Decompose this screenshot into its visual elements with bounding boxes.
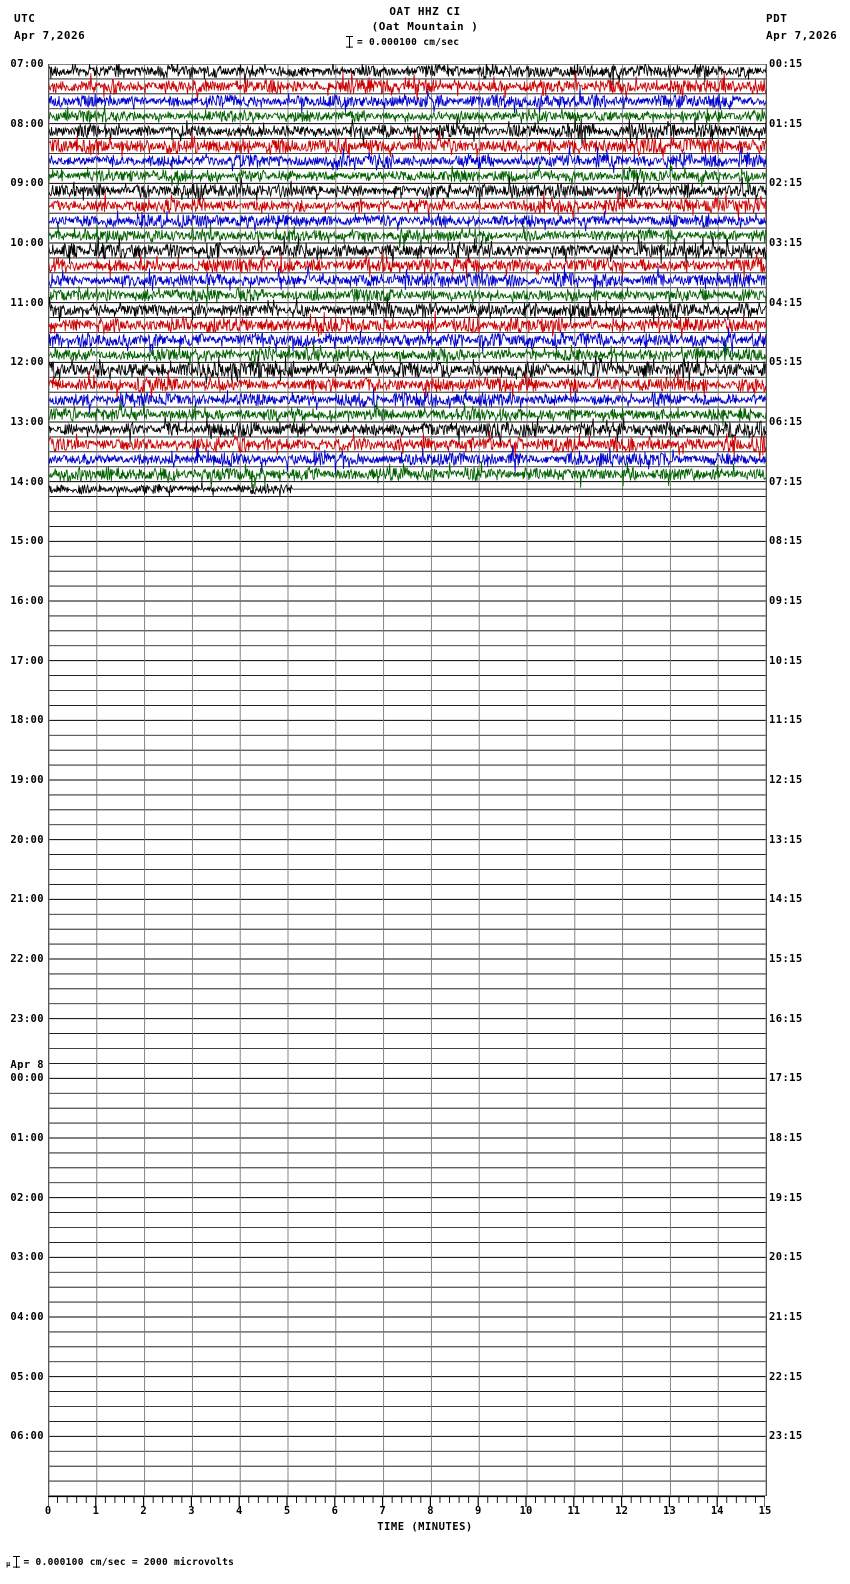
x-axis-labels [0, 1505, 850, 1521]
left-time-label: 18:00 [10, 714, 44, 727]
chart-title-block [0, 4, 850, 34]
right-time-label: 05:15 [769, 356, 803, 369]
left-time-label: 17:00 [10, 654, 44, 667]
x-tick-label: 3 [188, 1505, 195, 1517]
right-time-label: 01:15 [769, 117, 803, 130]
x-tick-label: 7 [379, 1505, 386, 1517]
left-time-label: 02:00 [10, 1191, 44, 1204]
x-tick-label: 10 [519, 1505, 533, 1517]
right-time-label: 00:15 [769, 58, 803, 70]
trace-layer [49, 64, 766, 1496]
x-tick-label: 14 [710, 1505, 724, 1517]
pdt-date-label: Apr 7,2026 [766, 29, 838, 42]
left-time-label: 15:00 [10, 535, 44, 548]
left-time-label: 06:00 [10, 1430, 44, 1443]
x-tick-label: 13 [663, 1505, 676, 1517]
calibration-text: = 0.000100 cm/sec [357, 37, 460, 48]
right-time-label: 23:15 [769, 1430, 803, 1443]
right-time-label: 03:15 [769, 237, 803, 249]
right-time-label: 06:15 [769, 416, 803, 428]
station-name-subtitle: (Oat Mountain ) [371, 20, 479, 33]
left-time-label: 20:00 [10, 833, 44, 846]
right-time-label: 18:15 [769, 1132, 803, 1144]
left-time-label: 14:00 [10, 475, 44, 488]
timezone-utc-label: UTC [14, 12, 36, 25]
x-axis-title: TIME (MINUTES) [377, 1521, 473, 1533]
x-tick-label: 15 [758, 1505, 772, 1517]
right-time-label: 10:15 [769, 654, 803, 667]
left-time-label: 09:00 [10, 177, 44, 190]
right-time-label: 09:15 [769, 595, 803, 607]
x-tick-label: 5 [283, 1505, 291, 1517]
left-time-label: 01:00 [10, 1132, 44, 1144]
right-time-label: 19:15 [769, 1191, 803, 1204]
right-time-label: 11:15 [769, 714, 803, 727]
x-tick-label: 11 [567, 1505, 581, 1517]
left-time-label: 08:00 [10, 117, 44, 130]
x-tick-label: 2 [140, 1505, 147, 1517]
x-tick-label: 9 [475, 1505, 482, 1517]
left-time-label: 19:00 [10, 774, 44, 786]
left-time-label: 23:00 [10, 1012, 44, 1025]
calibration-bar-icon [346, 36, 353, 48]
left-time-label: 22:00 [10, 953, 44, 965]
right-time-label: 21:15 [769, 1311, 803, 1323]
right-time-label: 15:15 [769, 953, 803, 965]
right-time-label: 08:15 [769, 535, 803, 548]
right-time-label: 17:15 [769, 1072, 803, 1085]
seismogram-plot-area[interactable] [48, 64, 767, 1496]
left-time-label: 12:00 [10, 356, 44, 369]
left-time-label: 04:00 [10, 1311, 44, 1323]
right-time-label: 13:15 [769, 833, 803, 846]
x-tick-label: 0 [44, 1505, 52, 1517]
left-time-label: 07:00 [10, 58, 44, 70]
left-time-label: 11:00 [10, 296, 44, 309]
right-time-label: 20:15 [769, 1251, 803, 1264]
left-day-marker: Apr 8 [10, 1059, 44, 1072]
left-time-label: 03:00 [10, 1251, 44, 1264]
right-time-label: 16:15 [769, 1012, 803, 1025]
calibration-legend [346, 36, 459, 48]
x-tick-label: 1 [92, 1505, 99, 1517]
right-time-label: 14:15 [769, 893, 803, 906]
right-time-label: 12:15 [769, 774, 803, 786]
right-time-label: 02:15 [769, 177, 803, 190]
left-time-label: 00:00 [10, 1072, 44, 1085]
footer-text: = 0.000100 cm/sec = 2000 microvolts [23, 1557, 235, 1568]
micro-symbol: μ [6, 1560, 11, 1568]
x-tick-label: 6 [331, 1505, 338, 1517]
left-time-label: 10:00 [10, 237, 44, 249]
x-tick-label: 8 [427, 1505, 434, 1517]
left-time-label: 13:00 [10, 416, 44, 428]
footer-scale-note [6, 1556, 234, 1568]
footer-calibration-bar-icon [13, 1556, 20, 1568]
x-tick-label: 12 [615, 1505, 628, 1517]
left-time-label: 21:00 [10, 893, 44, 906]
x-tick-label: 4 [236, 1505, 243, 1517]
station-channel-title: OAT HHZ CI [389, 5, 461, 18]
right-time-label: 22:15 [769, 1370, 803, 1383]
utc-date-label: Apr 7,2026 [14, 29, 86, 42]
timezone-pdt-label: PDT [766, 12, 788, 25]
right-time-label: 07:15 [769, 475, 803, 488]
right-time-label: 04:15 [769, 296, 803, 309]
left-time-label: 05:00 [10, 1370, 44, 1383]
left-time-label: 16:00 [10, 595, 44, 607]
